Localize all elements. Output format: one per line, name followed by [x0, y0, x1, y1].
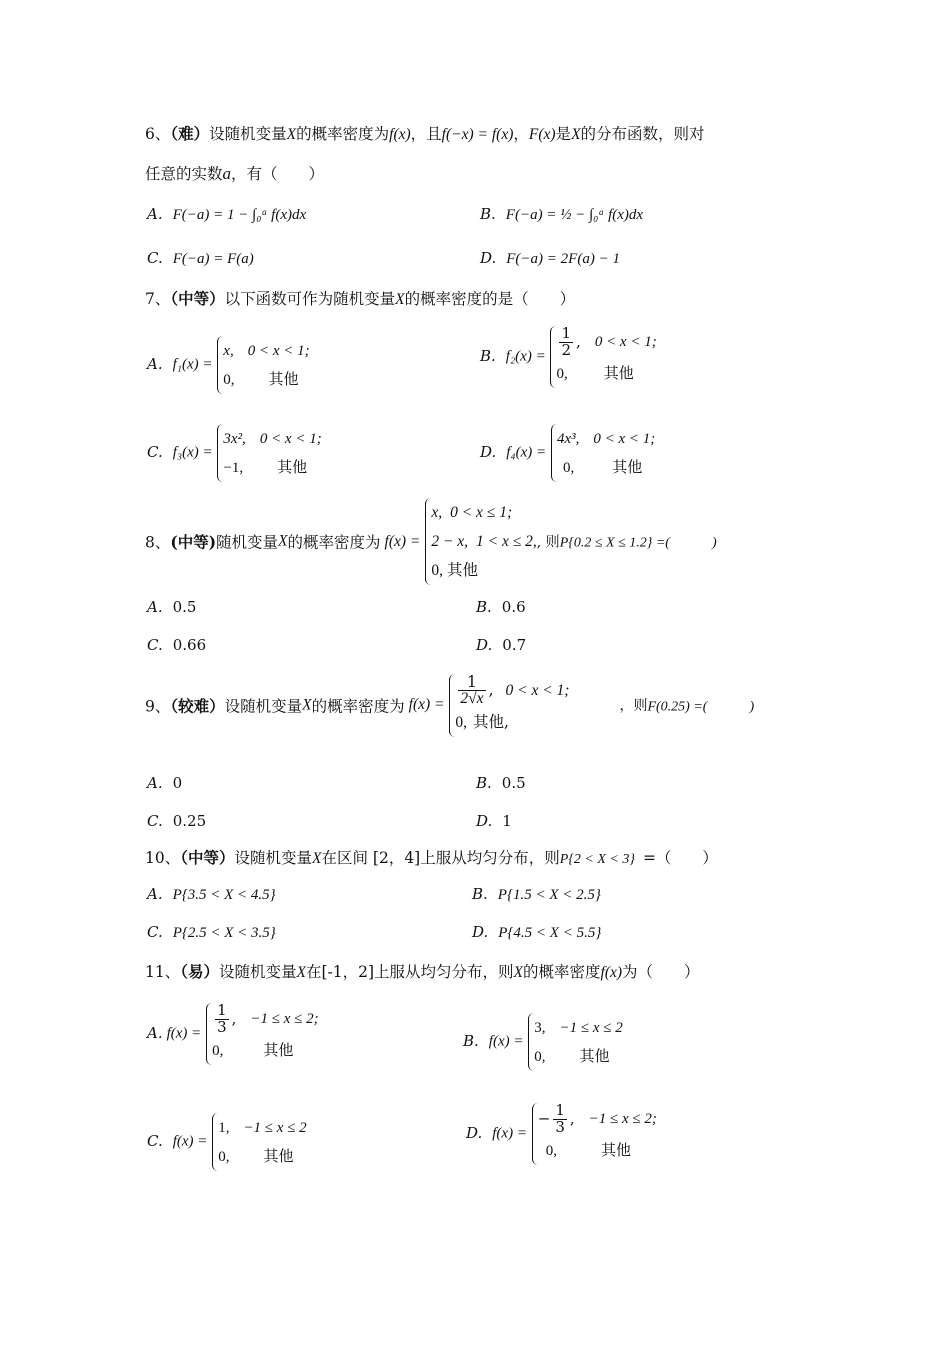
q9-text: ，则	[619, 698, 648, 715]
option-label: A.	[147, 885, 163, 903]
q6-option-b[interactable]	[480, 205, 643, 224]
piecewise-brace	[217, 336, 309, 394]
q6-text: 是	[555, 125, 572, 143]
q11-option-d[interactable]	[466, 1103, 657, 1165]
q8-stem	[145, 498, 717, 585]
q11-text: 的概率密度	[523, 963, 601, 981]
q6-option-a[interactable]	[147, 205, 306, 224]
q8-option-d[interactable]	[476, 636, 526, 654]
option-label: B.	[476, 598, 492, 616]
q6-difficulty: （难）	[170, 124, 210, 143]
q8-option-c[interactable]	[147, 636, 206, 654]
case-condition: 其他	[263, 1147, 294, 1165]
q9-option-c[interactable]	[147, 812, 206, 830]
q11-number: 11、	[145, 963, 181, 981]
case-condition: 其他	[446, 561, 478, 579]
q9-number: 9、	[145, 697, 171, 716]
piecewise-brace	[528, 1013, 623, 1071]
option-formula: P{4.5 < X < 5.5}	[498, 925, 602, 941]
case-condition: −1 ≤ x ≤ 2	[243, 1120, 307, 1136]
option-lhs: f₁(x) =	[172, 356, 213, 373]
q6-var: X	[286, 126, 297, 143]
option-lhs: f₂(x) =	[505, 348, 546, 365]
option-value: 1	[502, 812, 512, 830]
case-value: x,	[223, 343, 234, 359]
q9-probability: F(0.25) =( )	[647, 699, 755, 715]
q6-text: ，且	[410, 125, 442, 143]
q10-probability: P{2 < X < 3}	[559, 852, 635, 867]
case-value: 0,	[534, 1049, 546, 1065]
q6-fx: f(x)	[389, 126, 411, 143]
option-lhs: f(x) =	[492, 1125, 527, 1142]
q7-var: X	[395, 291, 405, 308]
q7-number: 7、	[145, 290, 171, 308]
q11-difficulty: （易）	[180, 962, 219, 981]
option-label: A.	[147, 205, 163, 223]
option-label: D.	[476, 636, 493, 654]
q10-stem	[145, 846, 718, 868]
case-value: 0,	[545, 1142, 557, 1159]
option-label: B.	[463, 1032, 479, 1050]
denominator: 3	[217, 1017, 227, 1036]
case-value: 3,	[534, 1020, 546, 1036]
case-value: 0,	[431, 562, 443, 579]
case-value: −1,	[223, 460, 244, 476]
piecewise-brace	[212, 1113, 307, 1171]
case-condition: 1 < x ≤ 2,	[476, 533, 537, 550]
q7-difficulty: （中等）	[170, 289, 225, 308]
fraction	[553, 1103, 567, 1136]
q9-difficulty: （较难）	[170, 696, 225, 716]
option-formula: F(−a) = F(a)	[172, 251, 254, 267]
option-formula: P{2.5 < X < 3.5}	[172, 925, 276, 941]
option-lhs: f(x) =	[166, 1025, 202, 1042]
q10-text: 设随机变量	[234, 849, 313, 867]
piecewise-brace	[551, 424, 655, 482]
q11-option-b[interactable]	[463, 1013, 623, 1071]
case-value: 0,	[223, 372, 235, 388]
option-value: 0.5	[501, 774, 526, 792]
q7-option-d[interactable]	[480, 424, 655, 482]
q9-text: 的概率密度为	[311, 697, 405, 716]
q11-fx: f(x)	[600, 964, 623, 981]
case-condition: 其他	[268, 370, 299, 388]
option-formula: F(−a) = ½ − ∫₀ᵃ f(x)dx	[505, 207, 644, 223]
q6-stem-line1	[145, 122, 705, 144]
q9-lhs: f(x) =	[408, 696, 445, 714]
denominator: 2√x	[460, 690, 484, 708]
numerator: 1	[458, 674, 485, 691]
option-label: A.	[147, 1023, 163, 1042]
option-formula: F(−a) = 1 − ∫₀ᵃ f(x)dx	[172, 207, 307, 223]
option-label: B.	[476, 774, 492, 792]
case-condition: 0 < x < 1;	[259, 431, 322, 447]
option-formula: F(−a) = 2F(a) − 1	[506, 251, 620, 267]
option-value: 0.25	[172, 812, 207, 830]
q9-option-d[interactable]	[476, 812, 512, 830]
case-value: 0,	[455, 713, 468, 731]
q7-text: 的概率密度的是（ ）	[404, 290, 576, 308]
q11-var: X	[296, 964, 306, 981]
case-condition: 其他,	[473, 712, 509, 731]
option-label: C.	[147, 923, 163, 941]
option-label: A.	[147, 355, 163, 373]
option-lhs: f₃(x) =	[172, 444, 213, 461]
minus-sign: −	[537, 1109, 551, 1128]
case-value: 4x³,	[556, 431, 580, 447]
q9-var: X	[302, 696, 312, 714]
q11-stem	[145, 960, 700, 982]
q9-text: 设随机变量	[224, 697, 303, 716]
q6-var: X	[571, 126, 581, 143]
case-value: 1,	[218, 1120, 230, 1136]
piecewise-brace	[425, 498, 536, 585]
denominator: 3	[555, 1117, 565, 1136]
q11-option-a[interactable]	[147, 1003, 319, 1065]
case-condition: 0 < x < 1;	[505, 681, 570, 699]
case-condition: 0 < x < 1;	[594, 334, 657, 351]
fraction	[458, 674, 485, 708]
option-formula: P{3.5 < X < 4.5}	[172, 887, 276, 903]
option-label: D.	[472, 923, 489, 941]
option-value: 0.6	[501, 598, 526, 616]
option-label: A.	[147, 774, 163, 792]
q6-text: 任意的实数	[145, 165, 223, 183]
case-condition: 其他	[600, 1140, 631, 1159]
q7-stem	[145, 287, 575, 309]
piecewise-brace: − $\frac{1}{3}$ , −1 ≤ x ≤ 2; 0, 其他	[532, 1103, 657, 1165]
q10-option-b[interactable]	[472, 885, 601, 904]
case-condition: 0 < x < 1;	[593, 431, 656, 447]
q10-var: X	[312, 850, 322, 867]
numerator: 1	[561, 324, 572, 342]
q9-stem	[145, 674, 754, 737]
q8-text: 随机变量	[216, 533, 279, 552]
case-value: x,	[431, 504, 443, 521]
option-label: A.	[147, 598, 163, 616]
denominator: 2	[561, 340, 572, 359]
option-label: D.	[466, 1123, 483, 1142]
q6-option-c[interactable]	[147, 249, 254, 268]
case-condition: 0 < x < 1;	[247, 343, 310, 359]
option-label: D.	[480, 249, 497, 267]
q7-option-a[interactable]	[147, 336, 310, 394]
option-value: 0	[172, 774, 183, 792]
q7-option-b[interactable]	[480, 326, 657, 388]
q8-option-b[interactable]	[476, 598, 526, 616]
q8-text: 的概率密度为	[287, 533, 381, 552]
piecewise-brace: $\frac{1}{2√x}$ , 0 < x < 1; 0, 其他,	[449, 674, 569, 737]
q10-difficulty: （中等）	[180, 848, 235, 867]
q6-a: a	[222, 164, 232, 183]
q10-option-c[interactable]	[147, 923, 276, 942]
case-value: 0,	[562, 460, 575, 476]
piecewise-brace: $\frac{1}{2}$ , 0 < x < 1; 0, 其他	[550, 326, 656, 388]
q11-option-c[interactable]	[147, 1113, 307, 1171]
option-formula: P{1.5 < X < 2.5}	[497, 887, 601, 903]
option-lhs: f₄(x) =	[506, 444, 547, 461]
option-lhs: f(x) =	[172, 1133, 208, 1150]
q11-var: X	[513, 964, 524, 981]
q11-text: 在[-1，2]上服从均匀分布，则	[305, 963, 514, 981]
q8-difficulty: (中等)	[170, 532, 217, 552]
option-value: 0.7	[502, 636, 527, 654]
q6-text: 的分布函数，则对	[580, 125, 705, 143]
case-condition: −1 ≤ x ≤ 2	[559, 1020, 623, 1036]
option-value: 0.5	[172, 598, 197, 616]
q10-text: =（ ）	[642, 849, 718, 867]
q11-text: 设随机变量	[219, 963, 297, 981]
q6-text: ，有（ ）	[231, 165, 325, 183]
q7-text: 以下函数可作为随机变量	[224, 290, 396, 308]
case-value: 3x²,	[223, 431, 246, 447]
q6-symmetry: f(−x) = f(x)	[441, 126, 514, 143]
q6-text: ，	[513, 125, 529, 143]
option-label: B.	[480, 205, 496, 223]
q8-lhs: f(x) =	[384, 532, 421, 550]
q10-option-d[interactable]	[472, 923, 601, 942]
option-lhs: f(x) =	[488, 1033, 524, 1050]
numerator: 1	[555, 1101, 565, 1119]
fraction	[559, 326, 573, 359]
piecewise-brace: $\frac{1}{3}$ , −1 ≤ x ≤ 2; 0, 其他	[206, 1003, 319, 1065]
q10-text: 在区间 [2，4]上服从均匀分布，则	[321, 849, 560, 867]
case-condition: 0 < x ≤ 1;	[450, 504, 513, 521]
q8-var: X	[278, 532, 288, 550]
fraction	[215, 1003, 229, 1036]
option-label: C.	[147, 1132, 163, 1150]
q6-option-d[interactable]	[480, 249, 620, 268]
option-value: 0.66	[172, 636, 207, 654]
q10-option-a[interactable]	[147, 885, 276, 904]
q8-number: 8、	[145, 533, 171, 552]
q6-Fx: F(x)	[528, 126, 556, 143]
option-label: D.	[476, 812, 493, 830]
q9-option-a[interactable]	[147, 774, 182, 792]
q11-text: 为（ ）	[622, 963, 700, 981]
option-label: C.	[147, 812, 163, 830]
q6-text: 设随机变量	[209, 125, 287, 143]
case-value: 2 − x,	[431, 533, 469, 550]
case-condition: 其他	[603, 363, 634, 382]
q8-text: , 则	[536, 534, 560, 551]
option-label: D.	[480, 443, 497, 461]
option-label: C.	[147, 249, 163, 267]
case-condition: −1 ≤ x ≤ 2;	[588, 1111, 657, 1128]
case-condition: 其他	[263, 1040, 294, 1059]
q10-number: 10、	[145, 849, 181, 867]
case-condition: 其他	[579, 1047, 610, 1065]
option-label: C.	[147, 443, 163, 461]
numerator: 1	[217, 1001, 227, 1019]
option-label: C.	[147, 636, 163, 654]
case-value: 0,	[218, 1149, 230, 1165]
case-condition: 其他	[277, 458, 308, 476]
q6-stem-line2	[145, 162, 324, 184]
q7-option-c[interactable]	[147, 424, 322, 482]
q9-option-b[interactable]	[476, 774, 526, 792]
case-value: 0,	[212, 1042, 224, 1059]
q6-number: 6、	[145, 125, 171, 143]
q6-text: 的概率密度为	[296, 125, 390, 143]
q8-option-a[interactable]	[147, 598, 196, 616]
case-condition: 其他	[612, 458, 643, 476]
q8-probability: P{0.2 ≤ X ≤ 1.2} =( )	[559, 535, 717, 551]
case-value: 0,	[556, 365, 568, 382]
option-label: B.	[480, 346, 496, 365]
option-label: B.	[472, 885, 488, 903]
case-condition: −1 ≤ x ≤ 2;	[250, 1011, 319, 1028]
piecewise-brace	[217, 424, 321, 482]
